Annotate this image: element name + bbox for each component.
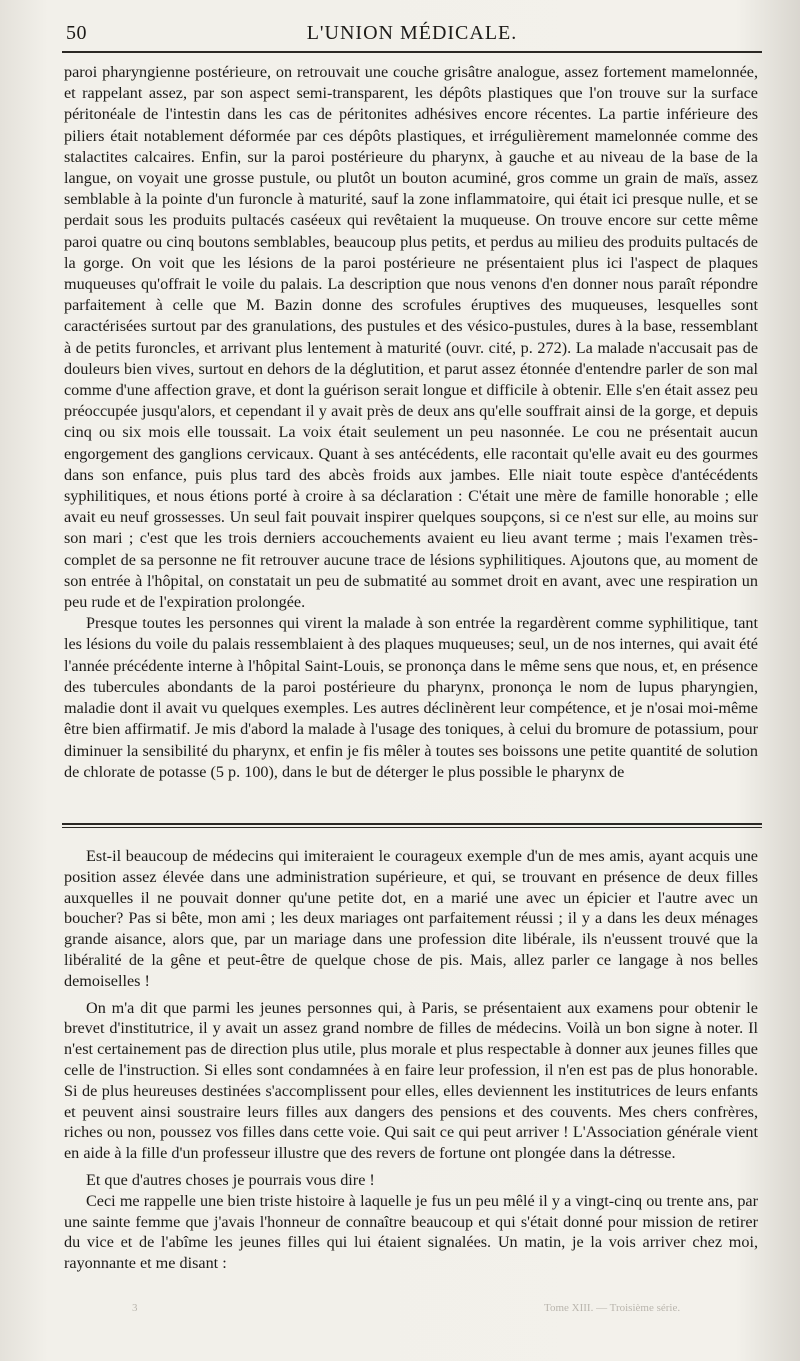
- feuilleton-rule: [62, 823, 762, 828]
- feuilleton-paragraph: Ceci me rappelle une bien triste histoire à laquelle je fus un peu mêlé il y a vingt-cinq ou trente ans, par une sainte femme que j'avais l'honneur de connaître beaucoup et qui s'était donné pour mission de retirer du vice et de l'abîme les jeunes filles qui lui étaient signalées. Un matin, je la vois arriver chez moi, rayonnante et me disant :: [64, 1191, 758, 1273]
- feuilleton-paragraph: Est-il beaucoup de médecins qui imiteraient le courageux exemple d'un de mes amis, ayant acquis une position assez élevée dans une administration supérieure, et qui, se trouvant en présence de deux filles auxquelles il ne pouvait donner qu'une petite dot, en a marié une avec un épicier et l'autre avec un boucher? Pas si bête, mon ami ; les deux mariages ont parfaitement réussi ; il y a dans les deux ménages grande aisance, alors que, par un mariage dans une profession dite libérale, ils n'eussent trouvé que la libéralité de la gêne et peut-être de quelque chose de pis. Mais, allez parler ce langage à nos belles demoiselles !: [64, 847, 758, 990]
- feuilleton-paragraph: On m'a dit que parmi les jeunes personnes qui, à Paris, se présentaient aux examens pour obtenir le brevet d'institutrice, il y avait un assez grand nombre de filles de médecins. Voilà un bon signe à noter. Il n'est certainement pas de direction plus utile, plus morale et plus respectable à donner aux jeunes filles que celle de l'instruction. Si elles sont condamnées à en faire leur profession, il n'en est pas de plus honorable. Si de plus heureuses destinées s'accomplissent pour elles, elles deviennent les institutrices de leurs enfants et peuvent ainsi soustraire leurs filles aux dangers des pensions et des couvents. Mes chers confrères, riches ou non, poussez vos filles dans cette voie. Qui sait ce qui peut arriver ! L'Association générale vient en aide à la fille d'un professeur illustre que des revers de fortune ont plongée dans la détresse.: [64, 998, 758, 1163]
- signature-mark: 3: [132, 1302, 138, 1314]
- article-paragraph: paroi pharyngienne postérieure, on retrouvait une couche grisâtre analogue, assez fortement mamelonnée, et rappelant assez, par son aspect semi-transparent, les dépôts plastiques que l'on trouve sur la surface péritonéale de l'intestin dans les cas de péritonites adhésives encore récentes. La partie inférieure des piliers était notablement déformée par ces dépôts plastiques, et irrégulièrement mamelonnée comme des stalactites calcaires. Enfin, sur la paroi postérieure du pharynx, à gauche et au niveau de la base de la langue, on voyait une grosse pustule, ou plutôt un bouton acuminé, gros comme un grain de maïs, assez semblable à la pointe d'un furoncle à maturité, sauf la zone inflammatoire, qui était ici presque nulle, et se perdait sous les produits pultacés caséeux qui revêtaient la muqueuse. On trouve encore sur cette même paroi quatre ou cinq boutons semblables, beaucoup plus petits, et perdus au milieu des produits pultacés de la gorge. On voit que les lésions de la paroi postérieure ne présentaient plus ici l'aspect de plaques muqueuses qu'offrait le voile du palais. La description que nous venons d'en donner nous paraît répondre parfaitement à celle que M. Bazin donne des scrofules éruptives des muqueuses, lesquelles sont caractérisées surtout par des granulations, des pustules et des vésico-pustules, dures à la base, ressemblant à de petits furoncles, et arrivant plus lentement à maturité (ouvr. cité, p. 272). La malade n'accusait pas de douleurs bien vives, surtout en dehors de la déglutition, et parut assez étonnée d'entendre parler de son mal comme d'une affection grave, et dont la guérison serait longue et difficile à obtenir. Elle s'en était assez peu préoccupée jusqu'alors, et cependant il y avait près de deux ans qu'elle souffrait ainsi de la gorge, et depuis cinq ou six mois elle toussait. La voix était seulement un peu nasonnée. Le cou ne présentait aucun engorgement des ganglions cervicaux. Quant à ses antécédents, elle racontait qu'elle avait eu des gourmes dans son enfance, puis plus tard des abcès froids aux jambes. Elle niait toute espèce d'antécédents syphilitiques, et nous étions porté à croire à sa déclaration : C'était une mère de famille honorable ; elle avait eu neuf grossesses. Un seul fait pouvait inspirer quelques soupçons, si ce n'est sur elle, au moins sur son mari ; c'est que les trois derniers accouchements avaient eu lieu avant terme ; mais l'examen très-complet de sa personne ne fit retrouver aucune trace de lésions syphilitiques. Ajoutons que, au moment de son entrée à l'hôpital, on constatait un peu de submatité au sommet droit en avant, avec une respiration un peu rude et de l'expiration prolongée.: [64, 63, 758, 612]
- tome-line: Tome XIII. — Troisième série.: [544, 1302, 681, 1314]
- main-article: [64, 62, 758, 783]
- feuilleton-section: [64, 846, 758, 1274]
- page-header: [62, 22, 762, 52]
- header-rule: [62, 51, 762, 53]
- page-number: 50: [66, 22, 87, 44]
- feuilleton-paragraph: Et que d'autres choses je pourrais vous dire !: [86, 1170, 375, 1189]
- article-paragraph: Presque toutes les personnes qui virent la malade à son entrée la regardèrent comme syphilitique, tant les lésions du voile du palais ressemblaient à des plaques muqueuses; seul, un de nos internes, qui avait été l'année précédente interne à l'hôpital Saint-Louis, se prononça dans le même sens que nous, et, en présence des tubercules abondants de la paroi postérieure du pharynx, prononça le nom de lupus pharyngien, maladie dont il avait vu quelques exemples. Les autres déclinèrent leur compétence, et je n'osai moi-même être bien affirmatif. Je mis d'abord la malade à l'usage des toniques, à celui du bromure de potassium, pour diminuer la sensibilité du pharynx, et enfin je fis mêler à toutes ses boissons une petite quantité de solution de chlorate de potasse (5 p. 100), dans le but de déterger le plus possible le pharynx de: [64, 614, 758, 781]
- page-footer: [64, 1302, 758, 1322]
- running-title: L'UNION MÉDICALE.: [306, 22, 518, 44]
